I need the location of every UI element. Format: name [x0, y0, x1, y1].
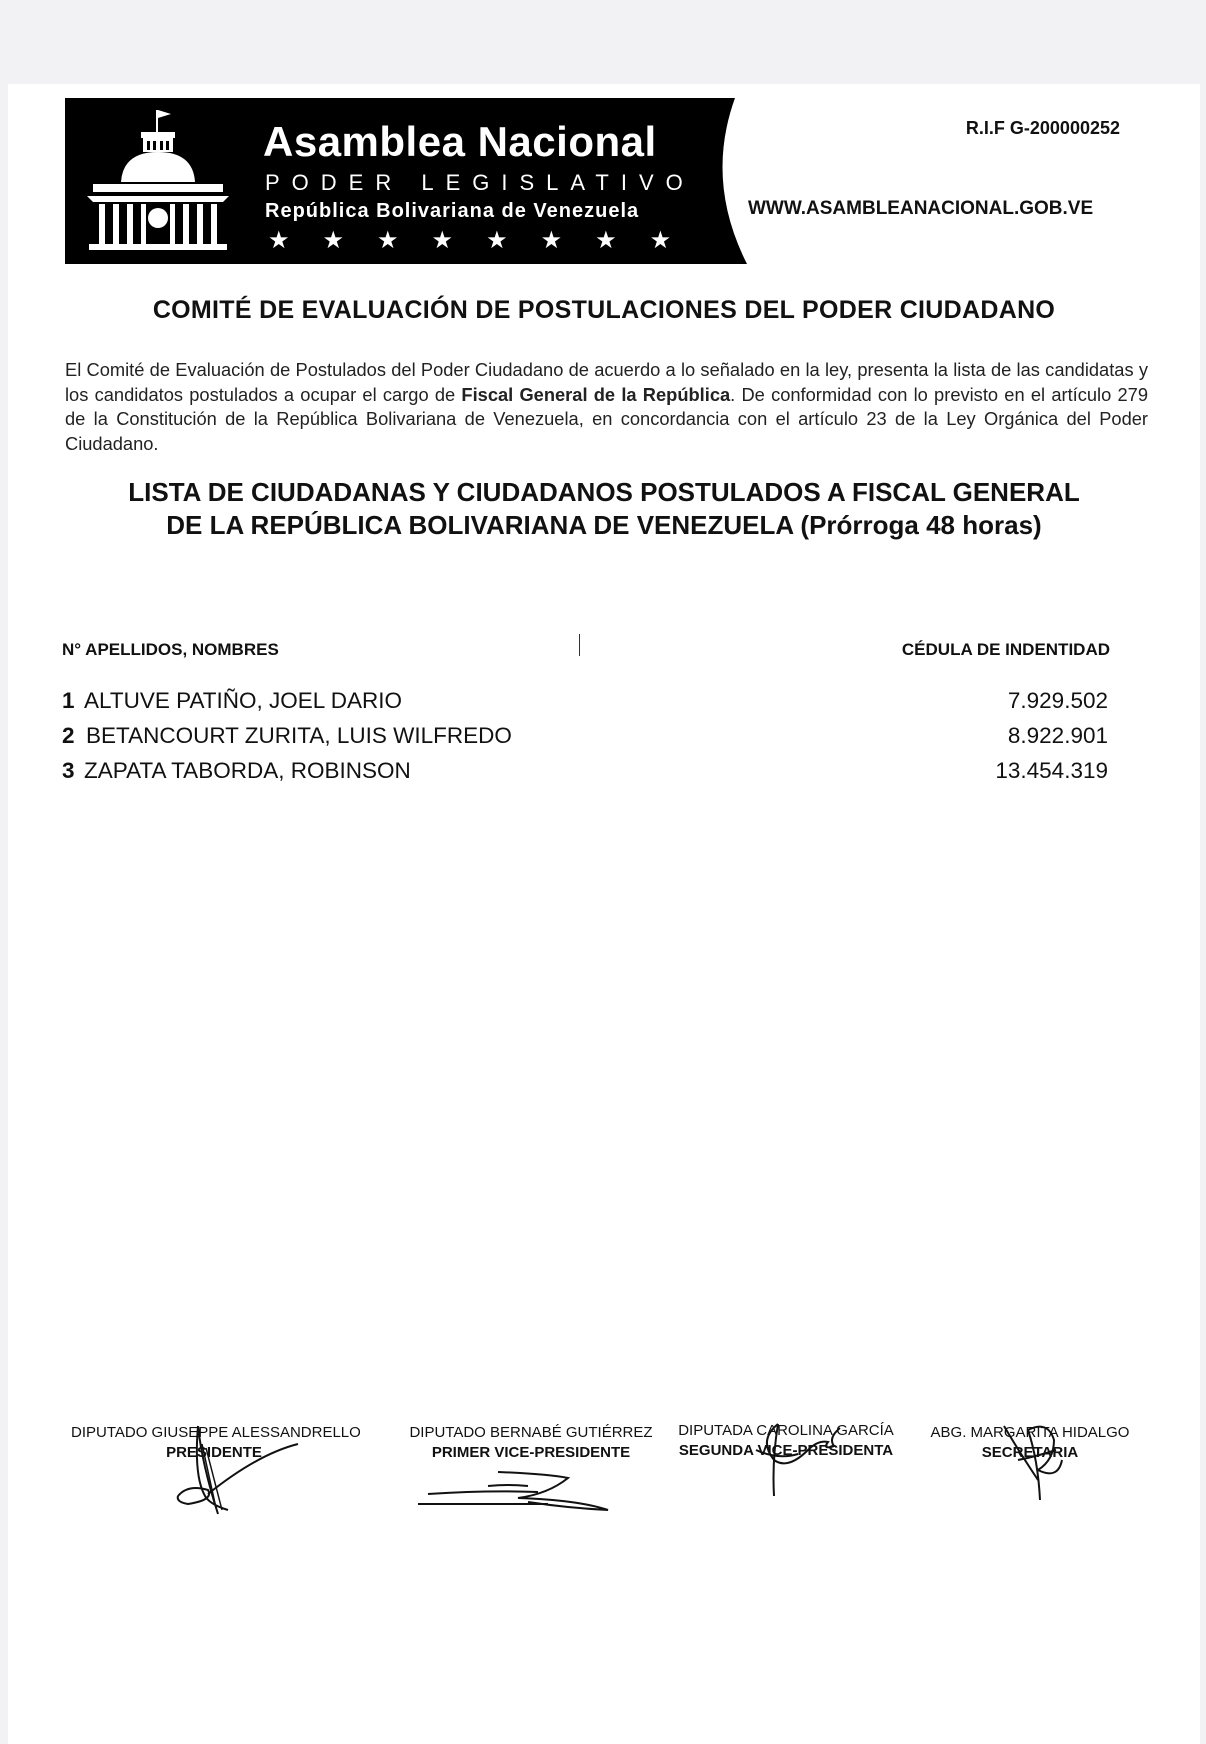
committee-title: COMITÉ DE EVALUACIÓN DE POSTULACIONES DEL PODER CIUDADANO: [152, 296, 1056, 324]
candidate-id: 13.454.319: [995, 758, 1108, 783]
intro-bold-text: Fiscal General de la República: [461, 383, 731, 405]
row-number: 3: [62, 758, 75, 783]
signatory-president: [71, 1424, 361, 1461]
intro-text-2: . De conformidad con lo previsto en el artículo 279 de la Constitución de la República Bolivariana de Venezuela, en concordancia con el artículo 23 de la Ley Orgánica del Poder Ciudadano.: [65, 383, 1148, 454]
rif-number: R.I.F G-200000252: [965, 118, 1120, 138]
table-row: [8, 758, 1200, 793]
header-banner: [65, 98, 747, 264]
signatory-first-vp: [400, 1424, 662, 1461]
candidate-name: ALTUVE PATIÑO, JOEL DARIO: [84, 688, 402, 713]
capitol-logo-icon: [83, 106, 233, 256]
column-divider: [579, 634, 580, 656]
signatory-name: DIPUTADA CAROLINA GARCÍA: [678, 1422, 894, 1439]
intro-text-1: El Comité de Evaluación de Postulados del Poder Ciudadano de acuerdo a lo señalado en la ley, presenta la lista de las candidatas y los candidatos postulados a ocupar el cargo de: [65, 359, 1148, 405]
candidate-name: ZAPATA TABORDA, ROBINSON: [84, 758, 411, 783]
intro-paragraph: [65, 358, 1148, 456]
signatory-role: PRESIDENTE: [166, 1444, 262, 1461]
candidate-list: [8, 688, 1200, 793]
signatory-secretary: [920, 1424, 1140, 1461]
candidate-id: 7.929.502: [1007, 688, 1108, 713]
signatory-second-vp: [668, 1422, 904, 1459]
brand-subtitle: PODER LEGISLATIVO: [265, 170, 695, 195]
table-header: [8, 640, 1200, 662]
candidate-id: 8.922.901: [1007, 723, 1108, 748]
list-title-line1: LISTA DE CIUDADANAS Y CIUDADANOS POSTULADOS A FISCAL GENERAL: [128, 477, 1080, 507]
column-header-id: CÉDULA DE INDENTIDAD: [901, 640, 1110, 659]
candidate-name: BETANCOURT ZURITA, LUIS WILFREDO: [86, 723, 512, 748]
row-number: 2: [62, 723, 75, 748]
signatory-name: ABG. MARGARITA HIDALGO: [930, 1424, 1130, 1441]
signature-first-vp-icon: [408, 1464, 628, 1524]
signatory-role: PRIMER VICE-PRESIDENTE: [431, 1444, 631, 1461]
website-link: WWW.ASAMBLEANACIONAL.GOB.VE: [748, 198, 1094, 219]
signatory-role: SEGUNDA VICE-PRESIDENTA: [678, 1442, 894, 1459]
signatory-name: DIPUTADO BERNABÉ GUTIÉRREZ: [409, 1424, 653, 1441]
brand-stars: ★★★★★★★★: [268, 227, 705, 254]
table-row: [8, 688, 1200, 723]
signatory-name: DIPUTADO GIUSEPPE ALESSANDRELLO: [71, 1424, 361, 1441]
table-row: [8, 723, 1200, 758]
list-title-line2: DE LA REPÚBLICA BOLIVARIANA DE VENEZUELA (Prórroga 48 horas): [166, 510, 1042, 540]
list-title: [8, 476, 1200, 542]
column-header-name: N° APELLIDOS, NOMBRES: [62, 640, 279, 659]
row-number: 1: [62, 688, 75, 713]
brand-country: República Bolivariana de Venezuela: [265, 200, 640, 222]
signatory-role: SECRETARIA: [981, 1444, 1079, 1461]
brand-title: Asamblea Nacional: [263, 118, 657, 165]
document-page: [8, 84, 1200, 1744]
